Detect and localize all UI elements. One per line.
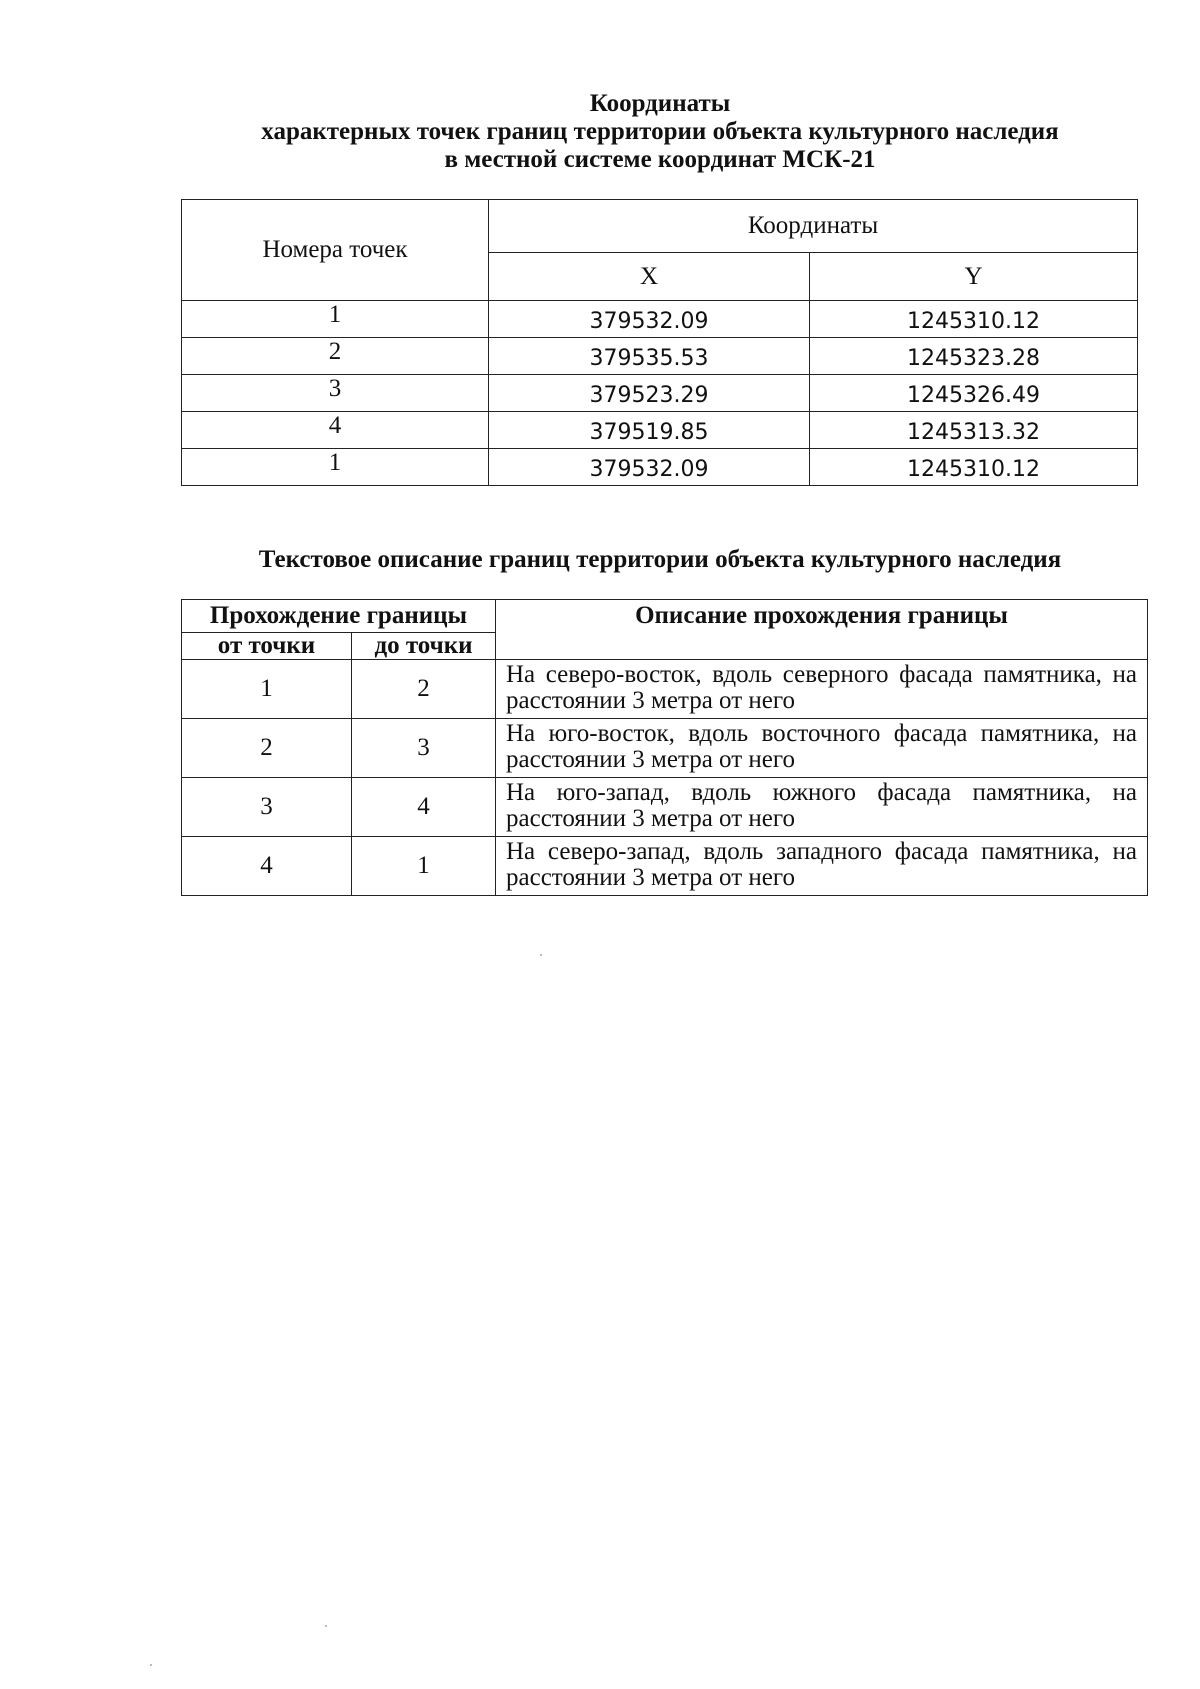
point-number: 1 xyxy=(182,449,489,486)
description-section-title: Текстовое описание границ территории объекта культурного наследия xyxy=(258,546,1062,573)
passage-description: На юго-запад, вдоль южного фасада памятника, на расстоянии 3 метра от него xyxy=(496,778,1148,837)
header-from-point: от точки xyxy=(182,633,352,660)
title-line-1: Координаты xyxy=(589,90,731,117)
title-line-3: в местной системе координат МСК-21 xyxy=(444,146,876,173)
from-point: 1 xyxy=(182,660,352,719)
coord-x: 379535.53 xyxy=(489,338,810,375)
scan-speck xyxy=(325,1625,327,1627)
passage-description: На северо-запад, вдоль западного фасада памятника, на расстоянии 3 метра от него xyxy=(496,837,1148,896)
coord-x: 379532.09 xyxy=(489,301,810,338)
coord-x: 379523.29 xyxy=(489,375,810,412)
header-coordinates: Координаты xyxy=(489,200,1138,253)
coord-y: 1245310.12 xyxy=(810,301,1138,338)
to-point: 3 xyxy=(352,719,496,778)
coord-x: 379519.85 xyxy=(489,412,810,449)
document-title xyxy=(180,90,1140,174)
header-to-point: до точки xyxy=(352,633,496,660)
table-row xyxy=(182,837,1148,896)
from-point: 3 xyxy=(182,778,352,837)
table-row xyxy=(182,719,1148,778)
passage-description: На юго-восток, вдоль восточного фасада памятника, на расстоянии 3 метра от него xyxy=(496,719,1148,778)
boundary-description-table xyxy=(181,599,1148,896)
to-point: 2 xyxy=(352,660,496,719)
header-point-numbers: Номера точек xyxy=(182,200,489,301)
header-y: Y xyxy=(810,253,1138,301)
to-point: 1 xyxy=(352,837,496,896)
header-x: X xyxy=(489,253,810,301)
table-row xyxy=(182,375,1138,412)
table-row xyxy=(182,778,1148,837)
table-row xyxy=(182,660,1148,719)
header-passage-description: Описание прохождения границы xyxy=(496,600,1148,660)
description-header-row xyxy=(182,600,1148,633)
point-number: 4 xyxy=(182,412,489,449)
passage-description: На северо-восток, вдоль северного фасада памятника, на расстоянии 3 метра от него xyxy=(496,660,1148,719)
point-number: 3 xyxy=(182,375,489,412)
header-boundary-passage: Прохождение границы xyxy=(182,600,496,633)
coord-y: 1245310.12 xyxy=(810,449,1138,486)
title-line-2: характерных точек границ территории объекта культурного наследия xyxy=(261,118,1059,145)
coord-y: 1245326.49 xyxy=(810,375,1138,412)
point-number: 1 xyxy=(182,301,489,338)
point-number: 2 xyxy=(182,338,489,375)
coord-x: 379532.09 xyxy=(489,449,810,486)
coordinates-header-row xyxy=(182,200,1138,253)
table-row xyxy=(182,412,1138,449)
from-point: 4 xyxy=(182,837,352,896)
table-row xyxy=(182,449,1138,486)
scan-speck xyxy=(150,1664,152,1666)
table-row xyxy=(182,338,1138,375)
scan-speck xyxy=(540,954,542,956)
table-row xyxy=(182,301,1138,338)
from-point: 2 xyxy=(182,719,352,778)
to-point: 4 xyxy=(352,778,496,837)
coord-y: 1245313.32 xyxy=(810,412,1138,449)
coord-y: 1245323.28 xyxy=(810,338,1138,375)
coordinates-table xyxy=(181,199,1138,486)
